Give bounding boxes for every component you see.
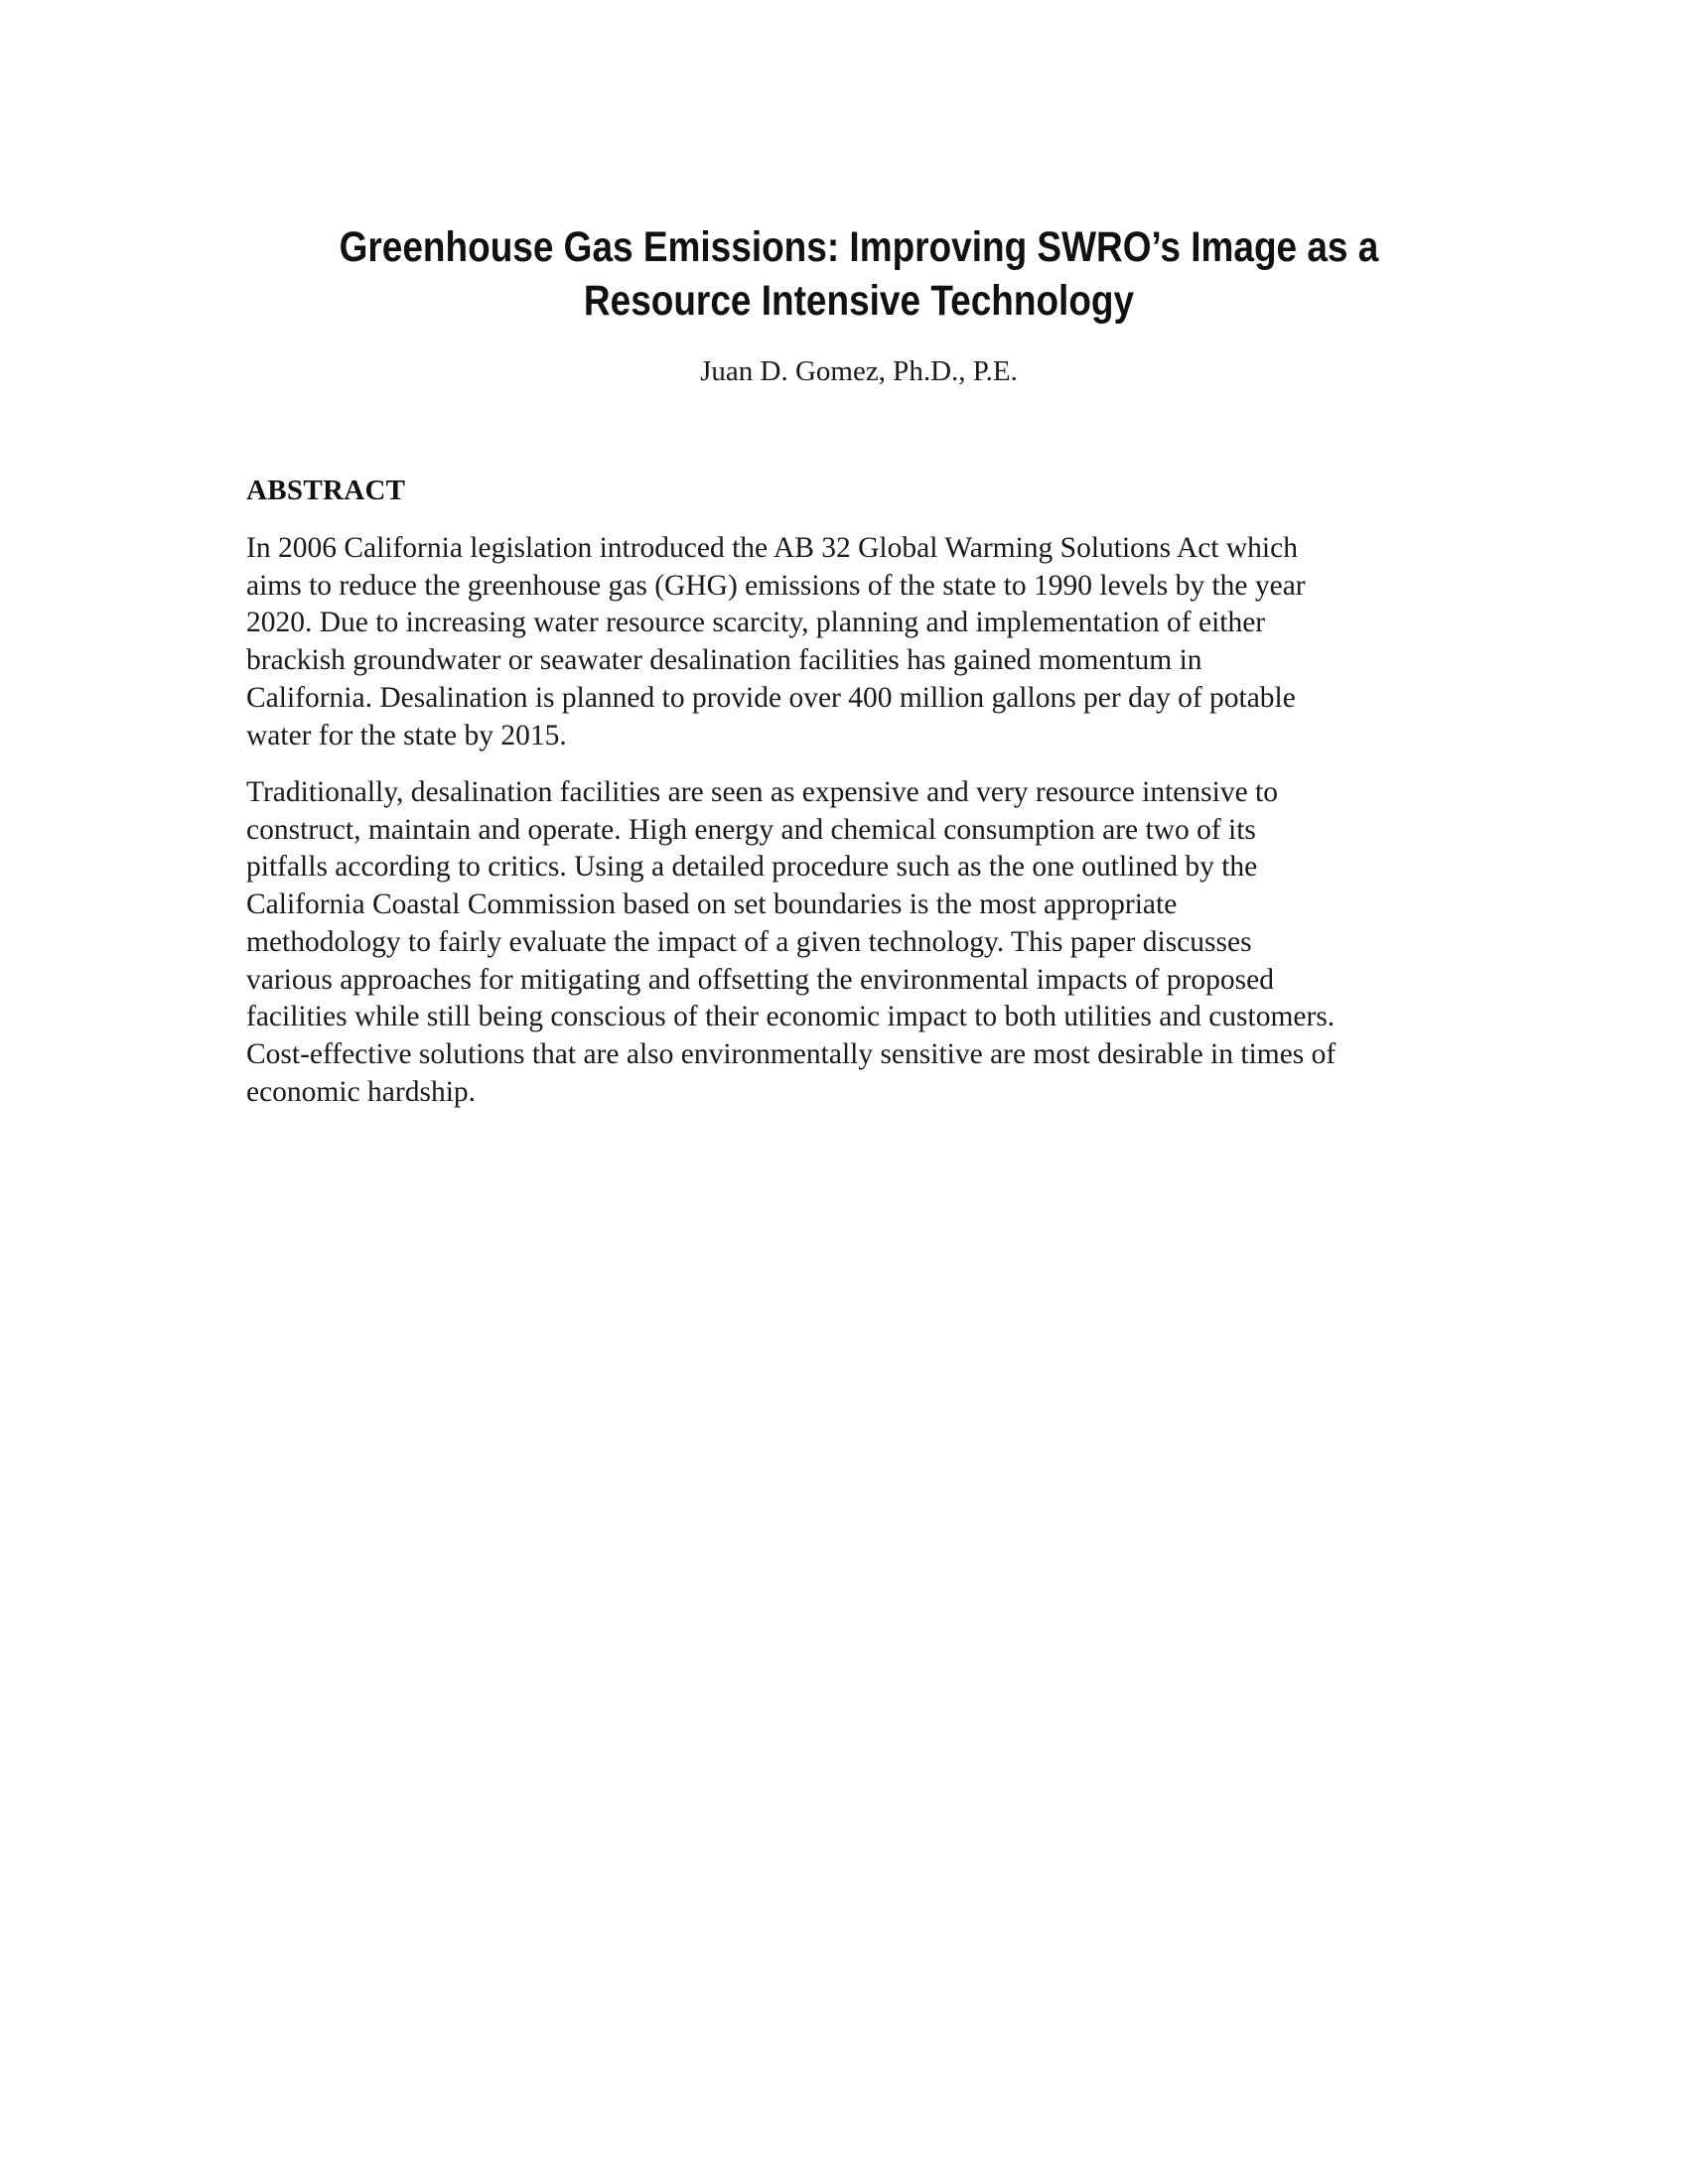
text-line: California. Desalination is planned to provide over 400 million gallons per day of potable [246,681,1296,714]
text-line: economic hardship. [246,1075,477,1108]
abstract-paragraph-1 [246,530,1537,754]
title-line: Resource Intensive Technology [583,277,1135,325]
text-line: pitfalls according to critics. Using a detailed procedure such as the one outlined by the [246,851,1258,884]
text-line: facilities while still being conscious of their economic impact to both utilities and customers. [246,1001,1336,1033]
author-name: Juan D. Gomez, Ph.D., P.E. [700,355,1018,387]
text-line: construct, maintain and operate. High energy and chemical consumption are two of its [246,813,1256,846]
text-line: Traditionally, desalination facilities are seen as expensive and very resource intensive to [246,776,1278,808]
text-line: Cost-effective solutions that are also environmentally sensitive are most desirable in times of [246,1037,1336,1070]
abstract-heading: ABSTRACT [246,475,406,506]
text-line: 2020. Due to increasing water resource scarcity, planning and implementation of either [246,607,1266,639]
text-line: brackish groundwater or seawater desalination facilities has gained momentum in [246,644,1202,677]
abstract-paragraph-2 [246,774,1537,1111]
text-line: methodology to fairly evaluate the impact of a given technology. This paper discusses [246,925,1252,958]
text-line: In 2006 California legislation introduced the AB 32 Global Warming Solutions Act which [246,532,1298,564]
title-line: Greenhouse Gas Emissions: Improving SWRO’s Image as a [339,223,1379,271]
text-line: California Coastal Commission based on set boundaries is the most appropriate [246,888,1178,921]
paper-title [199,220,1519,328]
text-line: aims to reduce the greenhouse gas (GHG) emissions of the state to 1990 levels by the year [246,569,1306,602]
text-line: various approaches for mitigating and offsetting the environmental impacts of proposed [246,963,1274,996]
text-line: water for the state by 2015. [246,719,567,751]
